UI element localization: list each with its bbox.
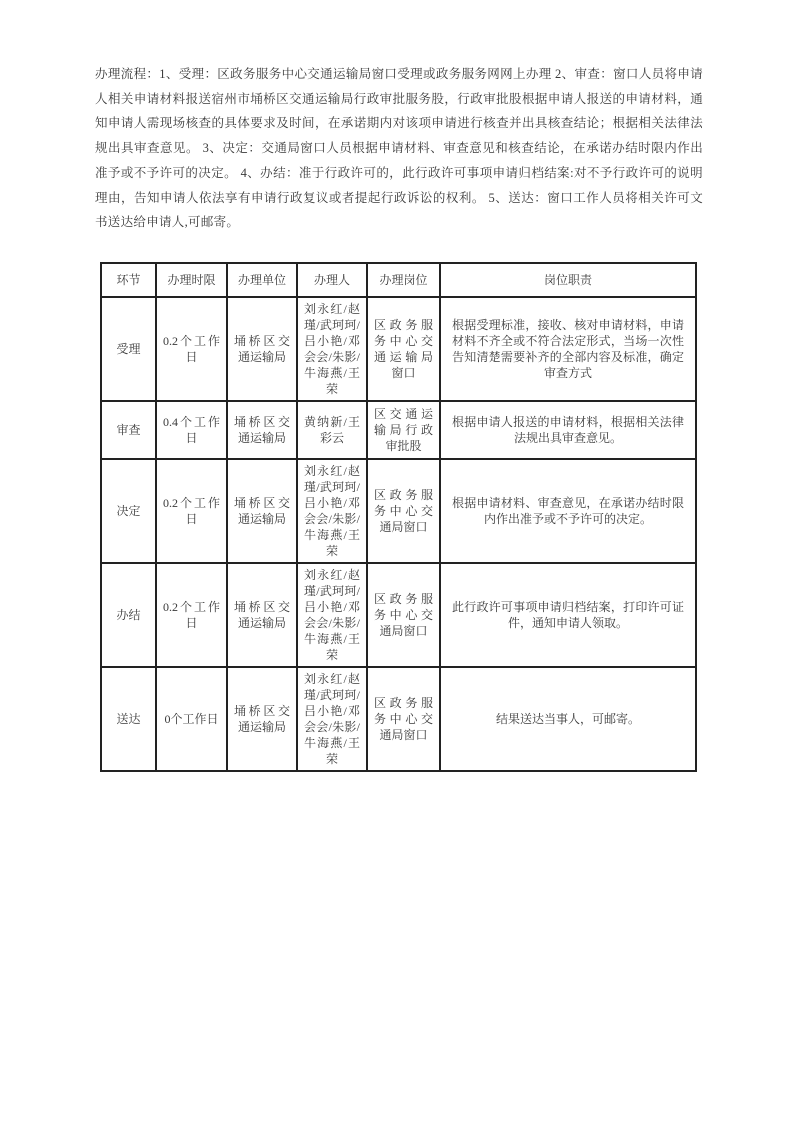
cell-post: 区政务服务中心交通局窗口 bbox=[367, 563, 440, 667]
cell-step: 审查 bbox=[101, 401, 156, 459]
header-cell-post: 办理岗位 bbox=[367, 263, 440, 297]
process-flow-paragraph: 办理流程：1、受理：区政务服务中心交通运输局窗口受理或政务服务网网上办理 2、审查：窗口人员将申请人相关申请材料报送宿州市埇桥区交通运输局行政审批服务股，行政审批股根据申请人报送的申请材料，通知申请人需现场核查的具体要求及时间，在承诺期内对该项申请进行核查并出具核查结论；根据相关法律法规出具审查意见。 3、决定：交通局窗口人员根据申请材料、审查意见和核查结论，在承诺办结时限内作出准予或不予许可的决定。 4、办结：准于行政许可的，此行政许可事项申请归档结案:对不予行政许可的说明理由，告知申请人依法享有申请行政复议或者提起行政诉讼的权利。 5、送达：窗口工作人员将相关许可文书送达给申请人,可邮寄。 bbox=[95, 67, 703, 230]
cell-post: 区政务服务中心交通局窗口 bbox=[367, 459, 440, 563]
cell-step: 受理 bbox=[101, 297, 156, 401]
cell-unit: 埇桥区交通运输局 bbox=[227, 401, 297, 459]
cell-handler: 刘永红/赵瑾/武珂珂/吕小艳/邓会会/朱影/牛海燕/王荣 bbox=[297, 459, 367, 563]
cell-handler: 刘永红/赵瑾/武珂珂/吕小艳/邓会会/朱影/牛海燕/王荣 bbox=[297, 297, 367, 401]
cell-duty: 此行政许可事项申请归档结案，打印许可证件，通知申请人领取。 bbox=[440, 563, 696, 667]
cell-post: 区交通运输局行政审批股 bbox=[367, 401, 440, 459]
cell-time-limit: 0.4个工作日 bbox=[156, 401, 227, 459]
cell-handler: 刘永红/赵瑾/武珂珂/吕小艳/邓会会/朱影/牛海燕/王荣 bbox=[297, 667, 367, 771]
table-row-close bbox=[101, 563, 696, 667]
cell-post: 区政务服务中心交通局窗口 bbox=[367, 667, 440, 771]
table-header-row bbox=[101, 263, 696, 297]
process-steps-table bbox=[100, 262, 697, 772]
cell-time-limit: 0.2个工作日 bbox=[156, 297, 227, 401]
cell-duty: 根据申请材料、审查意见，在承诺办结时限内作出准予或不予许可的决定。 bbox=[440, 459, 696, 563]
cell-step: 办结 bbox=[101, 563, 156, 667]
cell-time-limit: 0.2个工作日 bbox=[156, 563, 227, 667]
cell-unit: 埇桥区交通运输局 bbox=[227, 667, 297, 771]
cell-duty: 根据申请人报送的申请材料，根据相关法律法规出具审查意见。 bbox=[440, 401, 696, 459]
header-cell-duty: 岗位职责 bbox=[440, 263, 696, 297]
cell-unit: 埇桥区交通运输局 bbox=[227, 459, 297, 563]
cell-handler: 刘永红/赵瑾/武珂珂/吕小艳/邓会会/朱影/牛海燕/王荣 bbox=[297, 563, 367, 667]
table-row-review bbox=[101, 401, 696, 459]
cell-duty: 根据受理标准，接收、核对申请材料，申请材料不齐全或不符合法定形式，当场一次性告知清楚需要补齐的全部内容及标准，确定审查方式 bbox=[440, 297, 696, 401]
cell-time-limit: 0个工作日 bbox=[156, 667, 227, 771]
cell-step: 决定 bbox=[101, 459, 156, 563]
cell-post: 区政务服务中心交通运输局窗口 bbox=[367, 297, 440, 401]
cell-duty: 结果送达当事人，可邮寄。 bbox=[440, 667, 696, 771]
header-cell-handler: 办理人 bbox=[297, 263, 367, 297]
table-row-decide bbox=[101, 459, 696, 563]
cell-step: 送达 bbox=[101, 667, 156, 771]
header-cell-time-limit: 办理时限 bbox=[156, 263, 227, 297]
table-row-deliver bbox=[101, 667, 696, 771]
cell-unit: 埇桥区交通运输局 bbox=[227, 297, 297, 401]
cell-handler: 黄纳新/王彩云 bbox=[297, 401, 367, 459]
table-row-accept bbox=[101, 297, 696, 401]
header-cell-step: 环节 bbox=[101, 263, 156, 297]
cell-time-limit: 0.2个工作日 bbox=[156, 459, 227, 563]
header-cell-unit: 办理单位 bbox=[227, 263, 297, 297]
cell-unit: 埇桥区交通运输局 bbox=[227, 563, 297, 667]
